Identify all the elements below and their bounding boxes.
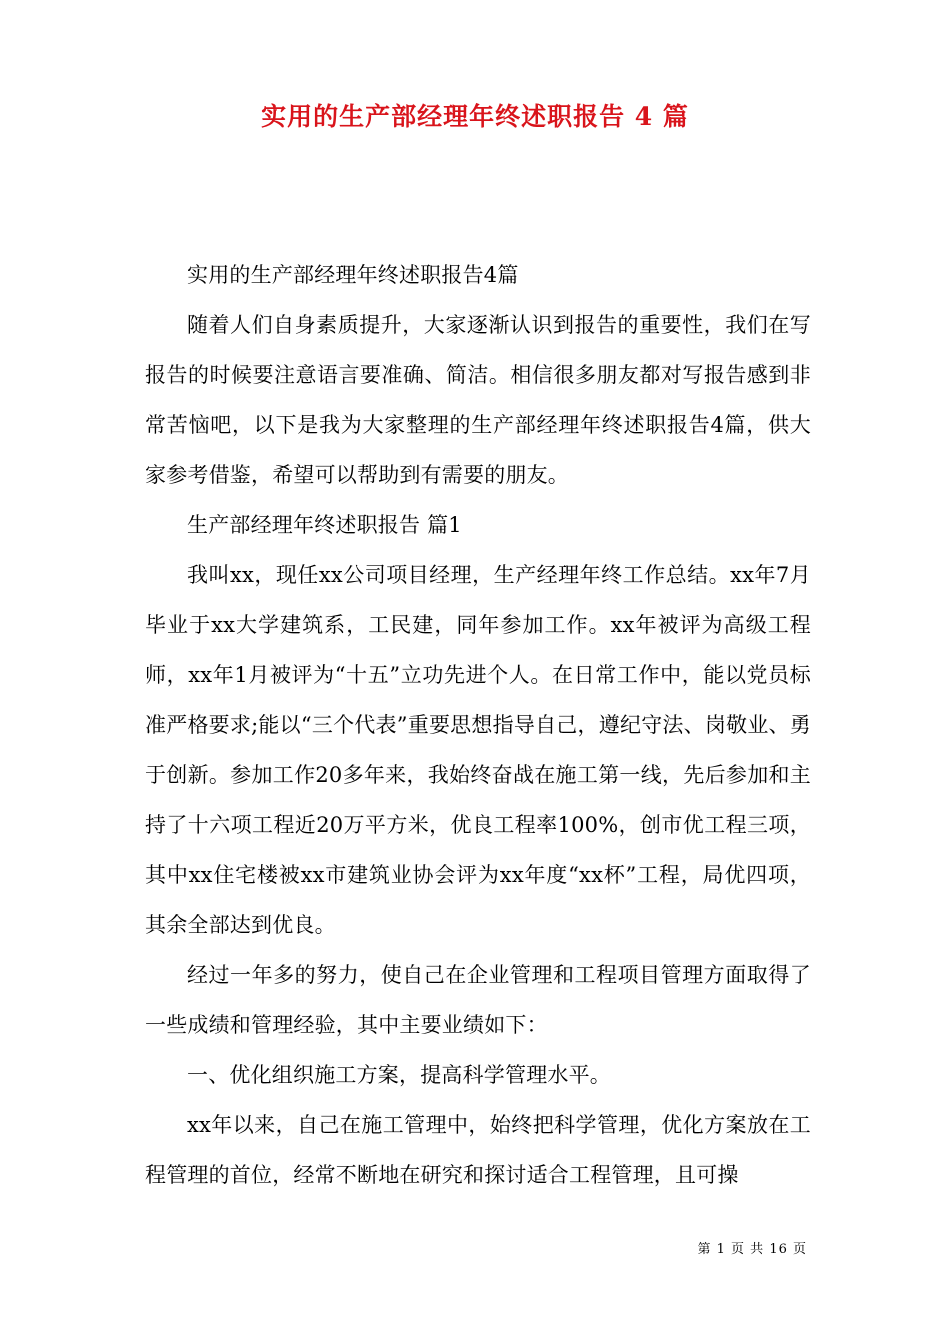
- paragraph-intro: 随着人们自身素质提升，大家逐渐认识到报告的重要性，我们在写报告的时候要注意语言要准确、简洁。相信很多朋友都对写报告感到非常苦恼吧，以下是我为大家整理的生产部经理年终述职报告4篇，供大家参考借鉴，希望可以帮助到有需要的朋友。: [145, 313, 811, 487]
- paragraph-self-introduction: 我叫xx，现任xx公司项目经理，生产经理年终工作总结。xx年7月毕业于xx大学建筑系，工民建，同年参加工作。xx年被评为高级工程师，xx年1月被评为“十五”立功先进个人。在日常工作中，能以党员标准严格要求;能以“三个代表”重要思想指导自己，遵纪守法、岗敬业、勇于创新。参加工作20多年来，我始终奋战在施工第一线，先后参加和主持了十六项工程近20万平方米，优良工程率100%，创市优工程三项，其中xx住宅楼被xx市建筑业协会评为xx年度“xx杯”工程，局优四项，其余全部达到优良。: [145, 563, 811, 937]
- paragraph-point-heading: 一、优化组织施工方案，提高科学管理水平。: [187, 1063, 611, 1087]
- document-body: [145, 250, 811, 1200]
- paragraph-subtitle: 实用的生产部经理年终述职报告4篇: [187, 263, 519, 287]
- paragraph-achievements-intro: 经过一年多的努力，使自己在企业管理和工程项目管理方面取得了一些成绩和管理经验，其中主要业绩如下：: [145, 963, 811, 1037]
- page-number-footer: 第 1 页 共 16 页: [697, 1242, 807, 1257]
- paragraph-point-body: xx年以来，自己在施工管理中，始终把科学管理，优化方案放在工程管理的首位，经常不断地在研究和探讨适合工程管理，且可操: [145, 1113, 811, 1187]
- document-title: 实用的生产部经理年终述职报告 4 篇: [261, 102, 689, 131]
- paragraph-section-heading: 生产部经理年终述职报告 篇1: [187, 513, 462, 537]
